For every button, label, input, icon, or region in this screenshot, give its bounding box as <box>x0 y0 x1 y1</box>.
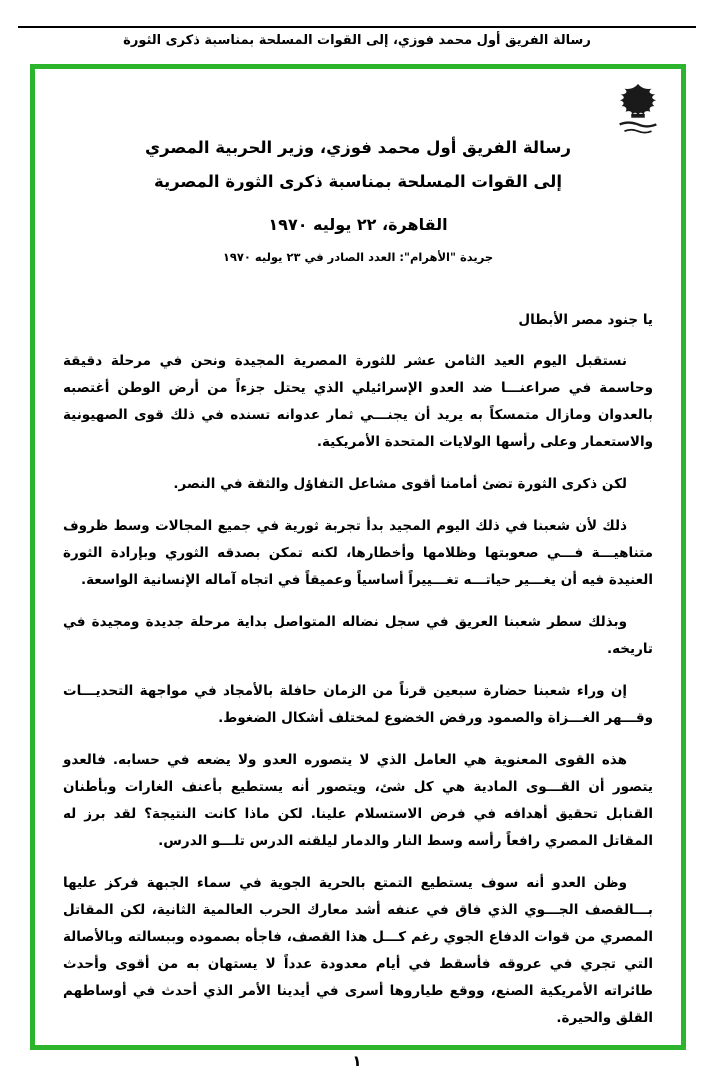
eagle-stamp-icon <box>609 81 667 137</box>
title-block <box>63 69 653 199</box>
paragraph-4: وبذلك سطر شعبنا العريق في سجل نضاله المتواصل بداية مرحلة جديدة ومجيدة في تاريخه. <box>63 614 653 657</box>
page-number: ١ <box>352 1052 362 1070</box>
paragraph-6: هذه القوى المعنوية هي العامل الذي لا يتصوره العدو ولا يضعه في حسابه. فالعدو يتصور أن القـــوى المادية هي كل شئ، ويتصور أنه يستطيع بأعنف الغارات وبأطنان القنابل تحقيق أهدافه في فرض الاستسلام علينا. لكن ماذا كانت النتيجة؟ لقد برز له المقاتل المصري رافعاً رأسه وسط النار والدمار ليلقنه الدرس تلـــو الدرس. <box>63 752 653 849</box>
paragraph-2: لكن ذكرى الثورة تضئ أمامنا أقوى مشاعل التفاؤل والثقة في النصر. <box>173 476 627 492</box>
running-header <box>18 26 696 48</box>
header-rule <box>18 26 696 28</box>
date-line: القاهرة، ٢٢ يوليه ١٩٧٠ <box>268 215 448 234</box>
title-line-2: إلى القوات المسلحة بمناسبة ذكرى الثورة المصرية <box>153 172 563 191</box>
running-header-text: رسالة الفريق أول محمد فوزي، إلى القوات المسلحة بمناسبة ذكرى الثورة <box>123 33 591 48</box>
document-body <box>35 69 681 1045</box>
paragraph-3: ذلك لأن شعبنا في ذلك اليوم المجيد بدأ تجربة ثورية في جميع المجالات وسط ظروف متناهيـــة فـــي صعوبتها وظلامها وأخطارها، لكنه تمكن بصدقه الثوري وبإرادة الثورة العنيدة فيه أن يغـــير حياتـــه تغـــييراً أساسياً وعميقاً في اتجاه آماله الإنسانية الواسعة. <box>63 518 653 588</box>
paragraph-1: نستقبل اليوم العيد الثامن عشر للثورة المصرية المجيدة ونحن في مرحلة دقيقة وحاسمة في صراعنـــا ضد العدو الإسرائيلي الذي يحتل جزءاً من أرض الوطن أغتصبه بالعدوان ومازال متمسكاً به يريد أن يجنـــي ثمار عدوانه تسنده في ذلك قوى الصهيونية والاستعمار وعلى رأسها الولايات المتحدة الأمريكية. <box>63 353 653 450</box>
title-line-1: رسالة الفريق أول محمد فوزي، وزير الحربية المصري <box>144 138 572 157</box>
letter-body <box>63 312 653 1032</box>
paragraph-7: وظن العدو أنه سوف يستطيع التمتع بالحرية الجوية في سماء الجبهة فركز عليها بـــالقصف الجـــوي الذي فاق في عنفه أشد معارك الحرب العالمية الثانية، لكن المقاتل المصري من قوات الدفاع الجوي رغم كـــل هذا القصف، فاجأه بصموده وببسالته وبالأصالة التي تجري في عروقه فأسقط في أيام معدودة عدداً لا يستهان به من أقوى وأحدث طائراته الأمريكية الصنع، ووقع طياروها أسرى في أيدينا الأمر الذي أحدث في أوساطهم القلق والحيرة. <box>63 875 653 1026</box>
salutation: يا جنود مصر الأبطال <box>518 312 653 328</box>
document-frame <box>30 64 686 1050</box>
source-line: جريدة "الأهرام": العدد الصادر في ٢٣ يوليه ١٩٧٠ <box>222 250 494 264</box>
paragraph-5: إن وراء شعبنا حضارة سبعين قرناً من الزمان حافلة بالأمجاد في مواجهة التحديـــات وقـــهر الغـــزاة والصمود ورفض الخضوع لمختلف أشكال الضغوط. <box>63 683 653 726</box>
